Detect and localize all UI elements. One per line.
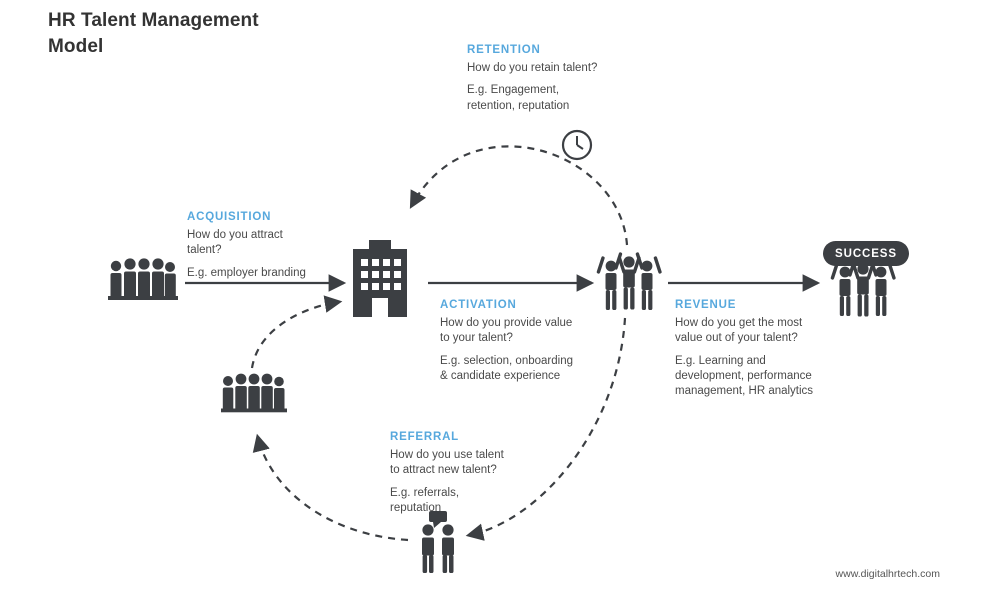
page-title-line-2: Model [48,35,104,57]
block-revenue-line-2: value out of your talent? [675,332,798,345]
block-retention-example-2: retention, reputation [467,99,570,112]
block-activation-example-1: E.g. selection, onboarding [440,354,573,367]
block-retention-line-1: How do you retain talent? [467,62,598,74]
block-revenue-line-1: How do you get the most [675,317,803,329]
block-referral-heading: REFERRAL [390,431,460,443]
block-referral-example-1: E.g. referrals, [390,486,460,499]
clock-icon [563,131,591,159]
block-retention-example-1: E.g. Engagement, [467,84,560,97]
arrow-retention [412,146,627,245]
block-referral-example-2: reputation [390,501,442,514]
block-activation-line-1: How do you provide value [440,317,573,329]
block-retention [467,44,667,114]
block-revenue-example-1: E.g. Learning and [675,354,766,367]
block-activation [440,299,640,384]
footer-url: www.digitalhrtech.com [835,568,940,580]
block-acquisition-line-2: talent? [187,244,222,257]
page-title-line-1: HR Talent Management [48,10,259,31]
block-activation-line-2: to your talent? [440,332,513,345]
people-group-icon [221,374,287,413]
block-acquisition-heading: ACQUISITION [187,211,272,223]
block-referral [390,431,580,516]
people-referral-icon [422,511,454,573]
arrow-referral-up [258,438,408,540]
block-activation-example-2: & candidate experience [440,369,561,382]
block-revenue-example-3: management, HR analytics [675,385,814,398]
arrow-crowd-lower-to-building [252,302,338,368]
block-revenue-heading: REVENUE [675,299,737,311]
block-referral-line-1: How do you use talent [390,449,504,461]
block-retention-heading: RETENTION [467,44,541,56]
people-group-icon [108,258,178,300]
block-activation-heading: ACTIVATION [440,299,517,311]
block-referral-line-2: to attract new talent? [390,464,497,477]
block-acquisition-line-1: How do you attract [187,229,283,241]
block-acquisition-example-1: E.g. employer branding [187,266,306,279]
success-badge-label: SUCCESS [835,247,897,260]
block-acquisition [187,211,362,281]
block-revenue-example-2: development, performance [675,369,812,382]
success-badge [823,241,909,266]
block-revenue [675,299,875,399]
